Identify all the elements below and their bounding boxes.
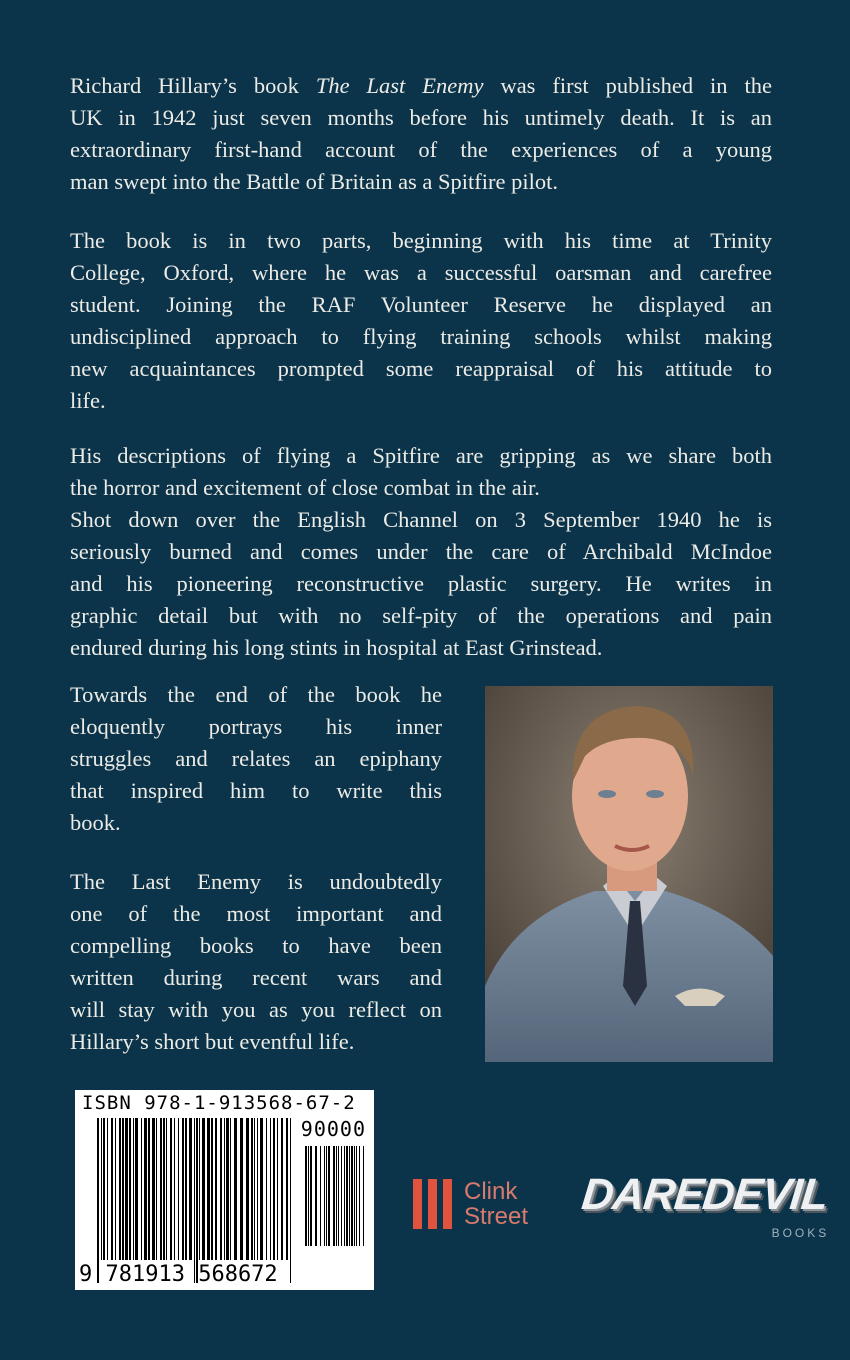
logo-bar: [413, 1179, 422, 1229]
barcode-bar: [199, 1118, 200, 1260]
blurb-line: the horror and excitement of close combat in the air.: [70, 475, 540, 500]
barcode-bar: [234, 1118, 237, 1260]
barcode-bar: [101, 1118, 102, 1260]
blurb-line: eloquently portrays his inner: [70, 714, 442, 739]
barcode-bar: [122, 1118, 124, 1260]
barcode-bar: [220, 1118, 222, 1260]
logo-bar: [443, 1179, 452, 1229]
barcode-bar: [174, 1118, 175, 1260]
addon-bar: [305, 1146, 307, 1246]
blurb-line: graphic detail but with no self-pity of the operations and pain: [70, 603, 772, 628]
barcode-bar: [148, 1118, 150, 1260]
barcode-bar: [226, 1118, 229, 1260]
barcode-bars: [75, 1090, 374, 1290]
barcode-bar: [290, 1118, 291, 1283]
addon-bar: [344, 1146, 345, 1246]
blurb-paragraph-5: [70, 866, 442, 1058]
addon-bar: [363, 1146, 364, 1246]
text: was first published in the: [483, 73, 772, 98]
barcode-bar: [277, 1118, 278, 1260]
barcode-bar: [103, 1118, 105, 1260]
barcode-bar: [182, 1118, 184, 1260]
books-text: BOOKS: [771, 1226, 830, 1240]
addon-bar: [356, 1146, 357, 1246]
blurb-line: will stay with you as you reflect on: [70, 997, 442, 1022]
barcode-bar: [178, 1118, 179, 1260]
blurb-paragraph-1: [70, 70, 772, 198]
barcode-bar: [273, 1118, 275, 1260]
blurb-paragraph-2: [70, 225, 772, 417]
addon-bar: [308, 1146, 309, 1246]
clink-street-logo: [413, 1178, 528, 1230]
barcode-bar: [156, 1118, 157, 1260]
logo-bar: [428, 1179, 437, 1229]
blurb-line: and his pioneering reconstructive plastic surgery. He writes in: [70, 571, 772, 596]
barcode-bar: [170, 1118, 172, 1260]
blurb-line: His descriptions of flying a Spitfire are gripping as we share both: [70, 443, 772, 468]
blurb-line: endured during his long stints in hospital at East Grinstead.: [70, 635, 603, 660]
isbn-text: ISBN 978-1-913568-67-2: [82, 1092, 356, 1114]
book-title: The Last Enemy: [315, 73, 484, 98]
blurb-line: struggles and relates an epiphany: [70, 746, 442, 771]
blurb-line: [70, 70, 772, 102]
blurb-line: man swept into the Battle of Britain as a Spitfire pilot.: [70, 169, 559, 194]
daredevil-wordmark: DAREDEVIL: [579, 1170, 830, 1219]
barcode-bar: [230, 1118, 231, 1260]
blurb-line: Towards the end of the book he: [70, 682, 442, 707]
barcode-bar: [119, 1118, 121, 1260]
blurb-line: one of the most important and: [70, 901, 442, 926]
barcode-bar: [207, 1118, 210, 1260]
blurb-line: College, Oxford, where he was a successful oarsman and carefree: [70, 260, 772, 285]
blurb-line: book.: [70, 810, 121, 835]
addon-bar: [333, 1146, 335, 1246]
blurb-line: Hillary’s short but eventful life.: [70, 1029, 355, 1054]
barcode-bar: [257, 1118, 258, 1260]
barcode-bar: [251, 1118, 253, 1260]
barcode-bar: [185, 1118, 187, 1260]
barcode-bar: [189, 1118, 192, 1260]
barcode-bar: [260, 1118, 263, 1260]
barcode-bar: [254, 1118, 255, 1260]
price-addon-code: 90000: [300, 1117, 366, 1141]
addon-bar: [324, 1146, 325, 1246]
author-portrait: [485, 686, 773, 1062]
barcode-bar: [211, 1118, 213, 1260]
addon-bar: [338, 1146, 339, 1246]
barcode-bar: [202, 1118, 205, 1260]
blurb-paragraph-3: [70, 440, 772, 664]
addon-bar: [341, 1146, 342, 1246]
barcode-bar: [163, 1118, 165, 1260]
addon-bar: [336, 1146, 337, 1246]
barcode-bar: [281, 1118, 283, 1260]
barcode-bar: [166, 1118, 167, 1260]
barcode-bar: [133, 1118, 134, 1260]
addon-bar: [354, 1146, 355, 1246]
blurb-line: new acquaintances prompted some reappraisal of his attitude to: [70, 356, 772, 381]
blurb-line: life.: [70, 388, 106, 413]
barcode-bar: [152, 1118, 155, 1260]
text: Richard Hillary’s book: [70, 73, 316, 98]
addon-bar: [351, 1146, 353, 1246]
blurb-paragraph-4: [70, 679, 442, 839]
barcode-bar: [286, 1118, 288, 1260]
blurb-line: Shot down over the English Channel on 3 September 1940 he is: [70, 507, 772, 532]
barcode-bar: [240, 1118, 243, 1260]
blurb-line: extraordinary first-hand account of the experiences of a young: [70, 137, 772, 162]
blurb-line: The Last Enemy is undoubtedly: [70, 869, 442, 894]
addon-bar: [346, 1146, 348, 1246]
barcode-bar: [97, 1118, 99, 1283]
blurb-line: UK in 1942 just seven months before his untimely death. It is an: [70, 105, 772, 130]
isbn-barcode: [75, 1090, 374, 1290]
barcode-bar: [107, 1118, 108, 1260]
addon-bar: [310, 1146, 312, 1246]
blurb-line: compelling books to have been: [70, 933, 442, 958]
barcode-bar: [266, 1118, 267, 1260]
blurb-line: written during recent wars and: [70, 965, 442, 990]
daredevil-books-logo: [579, 1170, 830, 1240]
addon-bar: [315, 1146, 317, 1246]
barcode-bar: [125, 1118, 128, 1260]
barcode-bar: [196, 1118, 198, 1283]
barcode-bar: [224, 1118, 225, 1260]
barcode-bar: [144, 1118, 147, 1260]
addon-bar: [349, 1146, 350, 1246]
addon-bar: [328, 1146, 330, 1246]
barcode-bar: [246, 1118, 249, 1260]
barcode-bar: [270, 1118, 271, 1260]
blurb-line: student. Joining the RAF Volunteer Reserve he displayed an: [70, 292, 772, 317]
barcode-bar: [129, 1118, 131, 1260]
addon-bar: [320, 1146, 321, 1246]
street-text: Street: [464, 1203, 529, 1230]
addon-bar: [326, 1146, 327, 1246]
barcode-bar: [115, 1118, 116, 1260]
barcode-bar: [194, 1118, 195, 1283]
blurb-line: seriously burned and comes under the care of Archibald McIndoe: [70, 539, 772, 564]
barcode-bar: [215, 1118, 217, 1260]
blurb-line: The book is in two parts, beginning with his time at Trinity: [70, 228, 772, 253]
barcode-bar: [111, 1118, 113, 1260]
blurb-line: undisciplined approach to flying training schools whilst making: [70, 324, 772, 349]
blurb-line: that inspired him to write this: [70, 778, 442, 803]
addon-bar: [359, 1146, 360, 1246]
clink-text: Clink: [464, 1178, 518, 1205]
barcode-bar: [160, 1118, 162, 1260]
barcode-bar: [135, 1118, 138, 1260]
ean-digits: 9 781913 568672: [79, 1262, 278, 1287]
clink-street-wordmark: [464, 1179, 528, 1229]
barcode-bar: [141, 1118, 142, 1260]
